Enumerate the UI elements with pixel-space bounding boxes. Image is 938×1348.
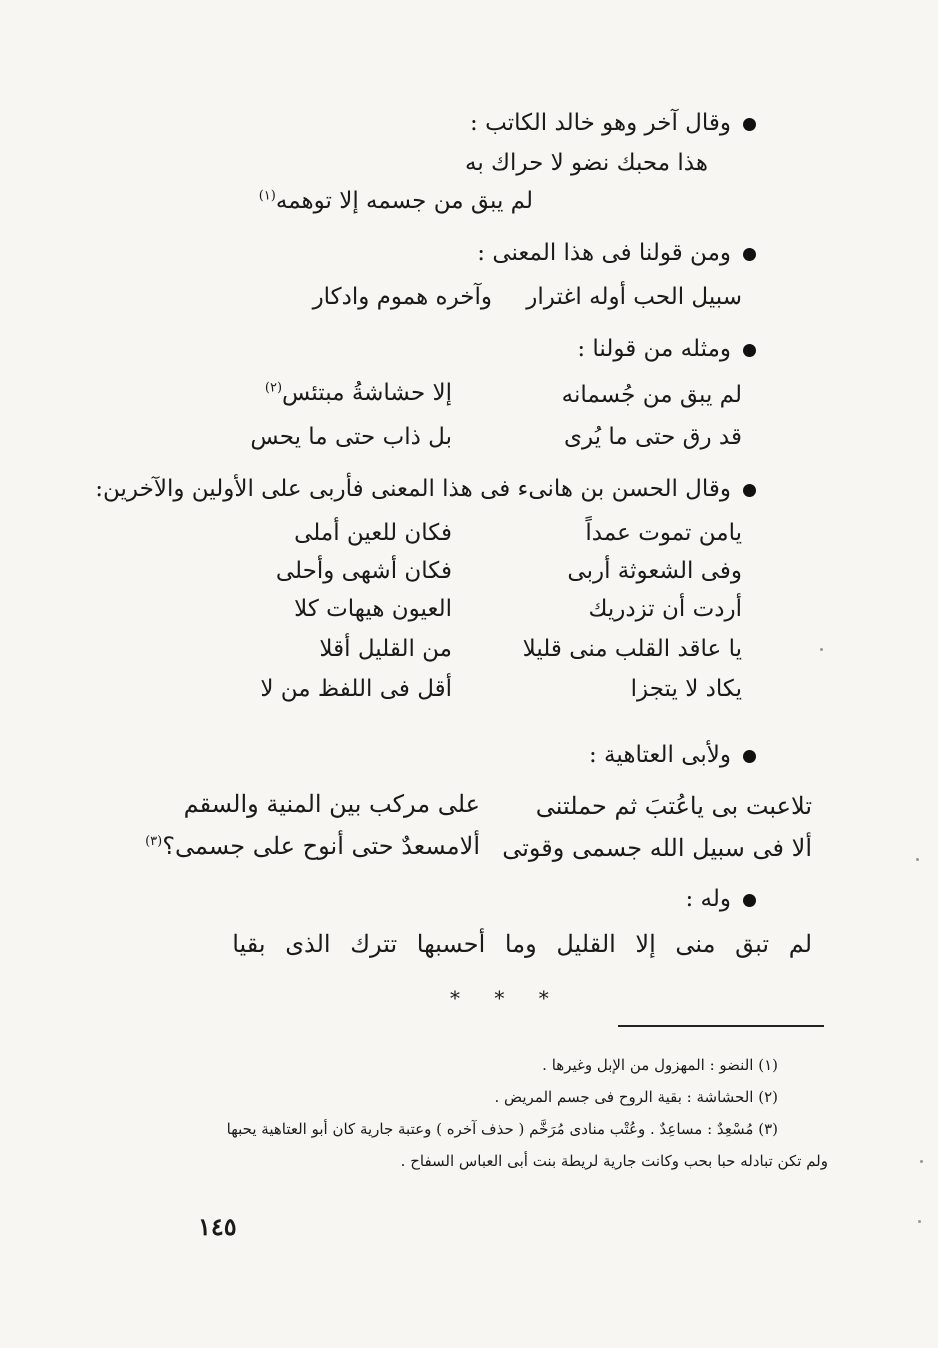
verse-line	[259, 188, 533, 214]
verse-hemistich-left: على مركب بين المنية والسقم	[183, 790, 480, 818]
section-heading	[470, 110, 756, 136]
verse-hemistich-right: وفى الشعوثة أربى	[567, 558, 742, 584]
scan-speck	[916, 858, 919, 861]
bullet-icon	[743, 344, 756, 357]
heading-text: ولأبى العتاهية :	[588, 742, 731, 768]
section-heading	[95, 476, 756, 502]
verse-hemistich-right: ألا فى سبيل الله جسمى وقوتى	[502, 834, 812, 862]
verse-hemistich-right: قد رق حتى ما يُرى	[563, 424, 742, 450]
verse-text: إلا حشاشةُ مبتئس	[282, 380, 452, 406]
verse-hemistich-left: فكان أشهى وأحلى	[275, 558, 452, 584]
verse-hemistich-left: أقل فى اللفظ من لا	[260, 676, 452, 702]
heading-text: ومثله من قولنا :	[577, 336, 731, 362]
bullet-icon	[743, 484, 756, 497]
verse-hemistich-right: يا عاقد القلب منى قليلا	[522, 636, 742, 662]
verse-text: ألامسعدٌ حتى أنوح على جسمى؟	[162, 832, 480, 860]
bullet-icon	[743, 248, 756, 261]
heading-text: وقال الحسن بن هانىء فى هذا المعنى فأربى على الأولين والآخرين:	[95, 476, 731, 502]
section-heading	[685, 886, 756, 912]
verse-hemistich-right: تلاعبت بى ياعُتبَ ثم حملتنى	[535, 792, 812, 820]
verse-line: هذا محبك نضو لا حراك به	[465, 150, 708, 176]
verse-hemistich-right: أردت أن تزدريك	[588, 596, 742, 622]
scan-speck	[920, 1160, 923, 1163]
verse-hemistich-left: وآخره هموم وادكار	[312, 284, 492, 310]
verse-hemistich-left: العيون هيهات كلا	[294, 596, 452, 622]
bullet-icon	[743, 750, 756, 763]
section-heading	[577, 336, 756, 362]
heading-text: ومن قولنا فى هذا المعنى :	[477, 240, 731, 266]
verse-hemistich-right: لم يبق من جُسمانه	[561, 382, 742, 408]
heading-text: وله :	[685, 886, 731, 912]
footnote: (١) النضو : المهزول من الإبل وغيرها .	[542, 1056, 778, 1074]
section-heading	[589, 742, 756, 768]
bullet-icon	[743, 894, 756, 907]
section-heading	[477, 240, 756, 266]
scan-speck	[820, 648, 823, 651]
verse-hemistich-right: يامن تموت عمداً	[585, 520, 742, 546]
footnote-marker: (٢)	[264, 380, 283, 396]
verse-hemistich-right: يكاد لا يتجزا	[630, 676, 742, 702]
verse-hemistich-left: بل ذاب حتى ما يحس	[250, 424, 452, 450]
verse-line: لم تبق منى إلا القليل وما أحسبها تترك الذى بقيا	[232, 930, 812, 958]
section-separator: * * *	[450, 986, 563, 1010]
footnote-marker: (٣)	[145, 834, 163, 849]
verse-text: لم يبق من جسمه إلا توهمه	[275, 188, 533, 214]
footnote: (٢) الحشاشة : بقية الروح فى جسم المريض .	[494, 1088, 778, 1106]
footnote-marker: (١)	[258, 188, 276, 204]
bullet-icon	[743, 118, 756, 131]
verse-hemistich-left: من القليل أقلا	[319, 636, 452, 662]
footnote: (٣) مُسْعِدٌ : مساعِدٌ . وعُتْب منادى مُرَخَّم ( حذف آخره ) وعتبة جارية كان أبو العتاهية يحبها	[226, 1120, 778, 1138]
verse-hemistich-left: فكان للعين أملى	[294, 520, 452, 546]
heading-text: وقال آخر وهو خالد الكاتب :	[470, 110, 731, 136]
scan-speck	[918, 1220, 921, 1223]
verse-hemistich-left	[265, 380, 452, 406]
footnote-divider	[618, 1025, 824, 1027]
verse-hemistich-left	[145, 832, 480, 860]
verse-hemistich-right: سبيل الحب أوله اغترار	[526, 284, 742, 310]
footnote: ولم تكن تبادله حبا بحب وكانت جارية لريطة بنت أبى العباس السفاح .	[400, 1152, 828, 1170]
page-number: ١٤٥	[198, 1212, 237, 1241]
